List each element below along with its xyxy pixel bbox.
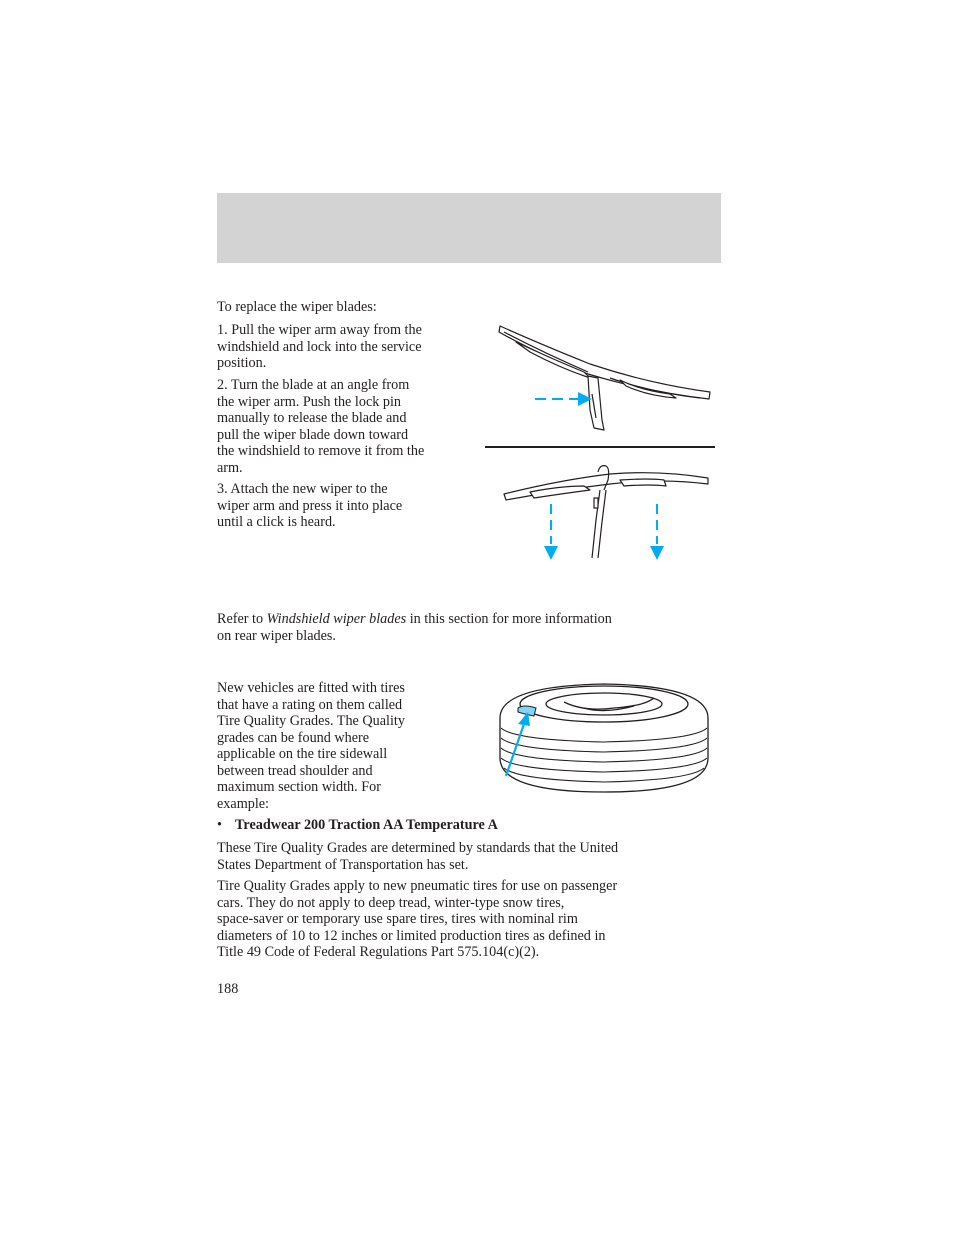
wiper-install-illustration (500, 460, 740, 570)
text-line: the wiper arm. Push the lock pin (217, 393, 402, 410)
tire-para-1 (217, 840, 618, 873)
text-line: cars. They do not apply to deep tread, winter-type snow tires, (217, 894, 565, 911)
illustration-divider (485, 446, 715, 448)
text-line: pull the wiper blade down toward (217, 426, 409, 443)
text-line: position. (217, 355, 267, 371)
tire-illustration (494, 678, 714, 798)
text-line: wiper arm and press it into place (217, 497, 403, 514)
page-number: 188 (217, 981, 239, 997)
refer-suffix: in this section for more information (406, 611, 612, 627)
text-line: windshield and lock into the service (217, 338, 422, 355)
text-line: States Department of Transportation has set. (217, 856, 469, 873)
text-line: 2. Turn the blade at an angle from (217, 377, 410, 393)
refer-prefix: Refer to (217, 611, 267, 627)
text-line: arm. (217, 459, 243, 476)
refer-link-text: Windshield wiper blades (266, 611, 407, 627)
wiper-step-1 (217, 322, 422, 372)
section-header-bar (217, 193, 721, 263)
text-line: that have a rating on them called (217, 696, 403, 713)
text-line: the windshield to remove it from the (217, 443, 425, 459)
text-line: diameters of 10 to 12 inches or limited production tires as defined in (217, 927, 606, 944)
text-line: until a click is heard. (217, 514, 336, 530)
text-line: manually to release the blade and (217, 410, 407, 426)
text-line: between tread shoulder and (217, 762, 373, 779)
text-line: applicable on the tire sidewall (217, 746, 388, 762)
text-line: 3. Attach the new wiper to the (217, 481, 388, 497)
text-line: New vehicles are fitted with tires (217, 680, 405, 696)
text-line: Tire Quality Grades apply to new pneumatic tires for use on passenger (217, 878, 618, 894)
wiper-step-2 (217, 377, 424, 476)
bullet-item (217, 817, 498, 834)
text-line: example: (217, 795, 269, 812)
wiper-removal-illustration (480, 320, 720, 440)
text-line: Tire Quality Grades. The Quality (217, 713, 405, 729)
text-line: Title 49 Code of Federal Regulations Part 575.104(c)(2). (217, 944, 540, 960)
text-line: 1. Pull the wiper arm away from the (217, 322, 422, 338)
bullet-marker: • (217, 817, 222, 833)
refer-paragraph (217, 611, 612, 644)
text-line: These Tire Quality Grades are determined by standards that the United (217, 840, 619, 856)
tire-para-2 (217, 878, 617, 961)
wiper-step-3 (217, 481, 402, 531)
tire-intro (217, 680, 405, 812)
bullet-text: Treadwear 200 Traction AA Temperature A (235, 817, 498, 833)
text-line: space-saver or temporary use spare tires, tires with nominal rim (217, 911, 578, 927)
wiper-intro: To replace the wiper blades: (217, 299, 377, 315)
text-line: maximum section width. For (217, 779, 381, 795)
text-line: on rear wiper blades. (217, 627, 336, 644)
text-line: grades can be found where (217, 729, 370, 746)
